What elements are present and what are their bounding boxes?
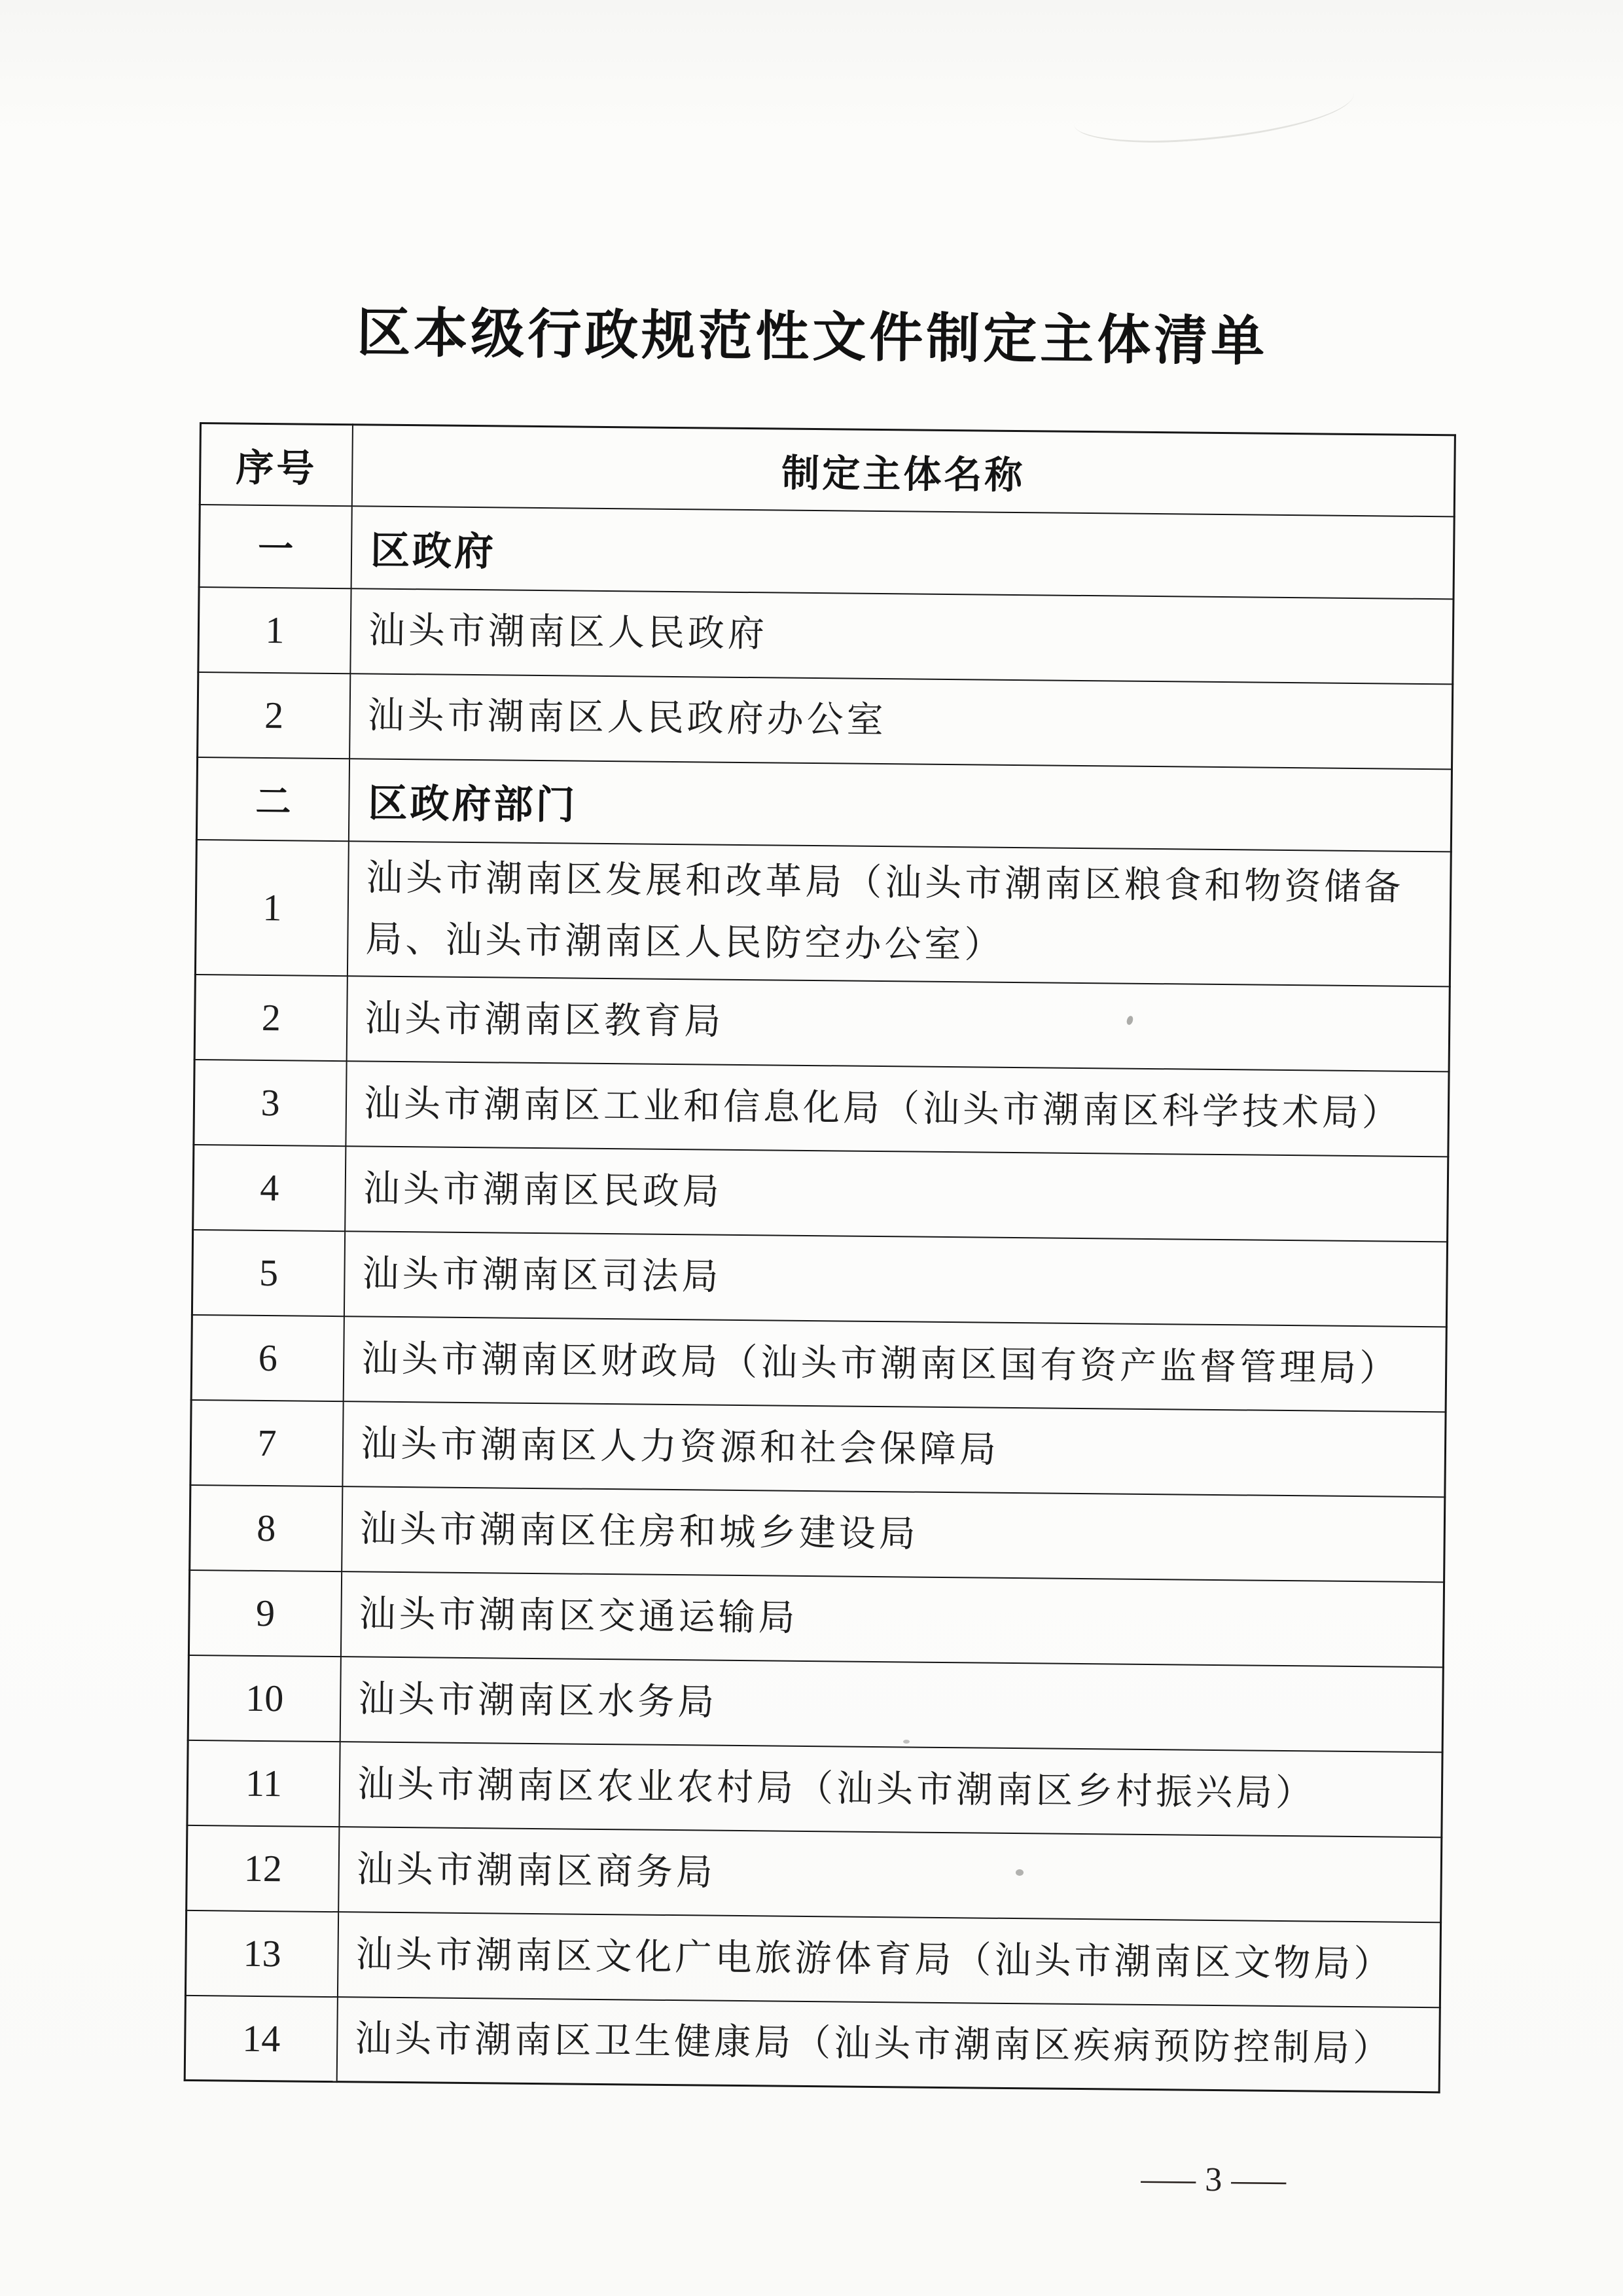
- page-title: 区本级行政规范性文件制定主体清单: [356, 303, 1268, 372]
- table-row: [196, 757, 1452, 851]
- table-body: [185, 505, 1454, 2092]
- serial-number-cell: 9: [188, 1570, 342, 1657]
- table-row: [187, 1825, 1442, 1922]
- table-row: [194, 1060, 1449, 1157]
- subject-name-cell: 汕头市潮南区发展和改革局（汕头市潮南区粮食和物资储备局、汕头市潮南区人民防空办公室）: [348, 841, 1451, 986]
- subject-name-cell: 汕头市潮南区教育局: [347, 976, 1450, 1071]
- subject-name-cell: 汕头市潮南区水务局: [340, 1657, 1444, 1752]
- table-row: [190, 1485, 1445, 1582]
- subject-name-cell: 汕头市潮南区商务局: [338, 1827, 1442, 1922]
- subject-name-cell: 汕头市潮南区工业和信息化局（汕头市潮南区科学技术局）: [346, 1061, 1449, 1157]
- subject-list-table: [184, 422, 1456, 2093]
- serial-number-cell: 7: [190, 1400, 344, 1486]
- subject-name-cell: 汕头市潮南区人民政府: [350, 588, 1454, 684]
- subject-name-cell: 汕头市潮南区交通运输局: [341, 1571, 1444, 1667]
- table-row: [190, 1400, 1446, 1497]
- serial-number-cell: 3: [194, 1060, 347, 1146]
- table-header-row: [200, 423, 1455, 516]
- table-row: [188, 1655, 1443, 1752]
- subject-name-cell: 区政府: [351, 506, 1455, 599]
- serial-number-cell: 12: [187, 1825, 340, 1912]
- subject-name-cell: 汕头市潮南区民政局: [345, 1146, 1448, 1242]
- serial-number-cell: 1: [198, 587, 351, 673]
- scan-speck: [1016, 1869, 1024, 1876]
- serial-number-cell: 13: [185, 1910, 338, 1997]
- table-row: [188, 1570, 1444, 1667]
- subject-name-cell: 汕头市潮南区卫生健康局（汕头市潮南区疾病预防控制局）: [337, 1997, 1440, 2092]
- serial-number-cell: 5: [192, 1230, 345, 1316]
- subject-name-cell: 汕头市潮南区财政局（汕头市潮南区国有资产监督管理局）: [344, 1316, 1447, 1412]
- serial-number-cell: 10: [188, 1655, 341, 1742]
- table-row: [194, 975, 1450, 1071]
- table-row: [185, 1910, 1440, 2007]
- serial-number-cell: 14: [185, 1996, 338, 2082]
- serial-number-cell: 11: [187, 1740, 340, 1827]
- subject-name-cell: 汕头市潮南区农业农村局（汕头市潮南区乡村振兴局）: [339, 1742, 1442, 1837]
- serial-number-cell: 2: [194, 975, 348, 1061]
- header-subject-name: 制定主体名称: [352, 425, 1455, 516]
- scan-speck: [616, 1021, 622, 1026]
- table-row: [193, 1145, 1448, 1242]
- scan-speck: [903, 1740, 910, 1744]
- table-row: [199, 505, 1454, 599]
- table-row: [191, 1315, 1446, 1412]
- page-number-value: 3: [1205, 2161, 1222, 2199]
- page-number: [1063, 2159, 1364, 2200]
- page-number-dash-right: —: [1231, 2161, 1287, 2200]
- serial-number-cell: 6: [191, 1315, 344, 1401]
- header-serial-number: 序号: [200, 423, 353, 506]
- serial-number-cell: 一: [199, 505, 352, 588]
- serial-number-cell: 4: [193, 1145, 346, 1231]
- serial-number-cell: 二: [196, 757, 349, 840]
- table-row: [185, 1996, 1440, 2092]
- subject-name-cell: 汕头市潮南区人民政府办公室: [349, 673, 1453, 769]
- subject-name-cell: 汕头市潮南区人力资源和社会保障局: [342, 1401, 1446, 1497]
- subject-name-cell: 区政府部门: [349, 759, 1452, 852]
- serial-number-cell: 1: [195, 839, 348, 975]
- serial-number-cell: 2: [198, 672, 351, 758]
- subject-name-cell: 汕头市潮南区司法局: [344, 1231, 1448, 1327]
- table-row: [192, 1230, 1447, 1327]
- subject-name-cell: 汕头市潮南区文化广电旅游体育局（汕头市潮南区文物局）: [338, 1912, 1441, 2007]
- page-number-dash-left: —: [1141, 2160, 1196, 2198]
- serial-number-cell: 8: [190, 1485, 343, 1571]
- subject-name-cell: 汕头市潮南区住房和城乡建设局: [342, 1486, 1445, 1582]
- table-row: [198, 587, 1454, 684]
- table-row: [198, 672, 1453, 768]
- table-row: [195, 839, 1451, 986]
- table-row: [187, 1740, 1442, 1837]
